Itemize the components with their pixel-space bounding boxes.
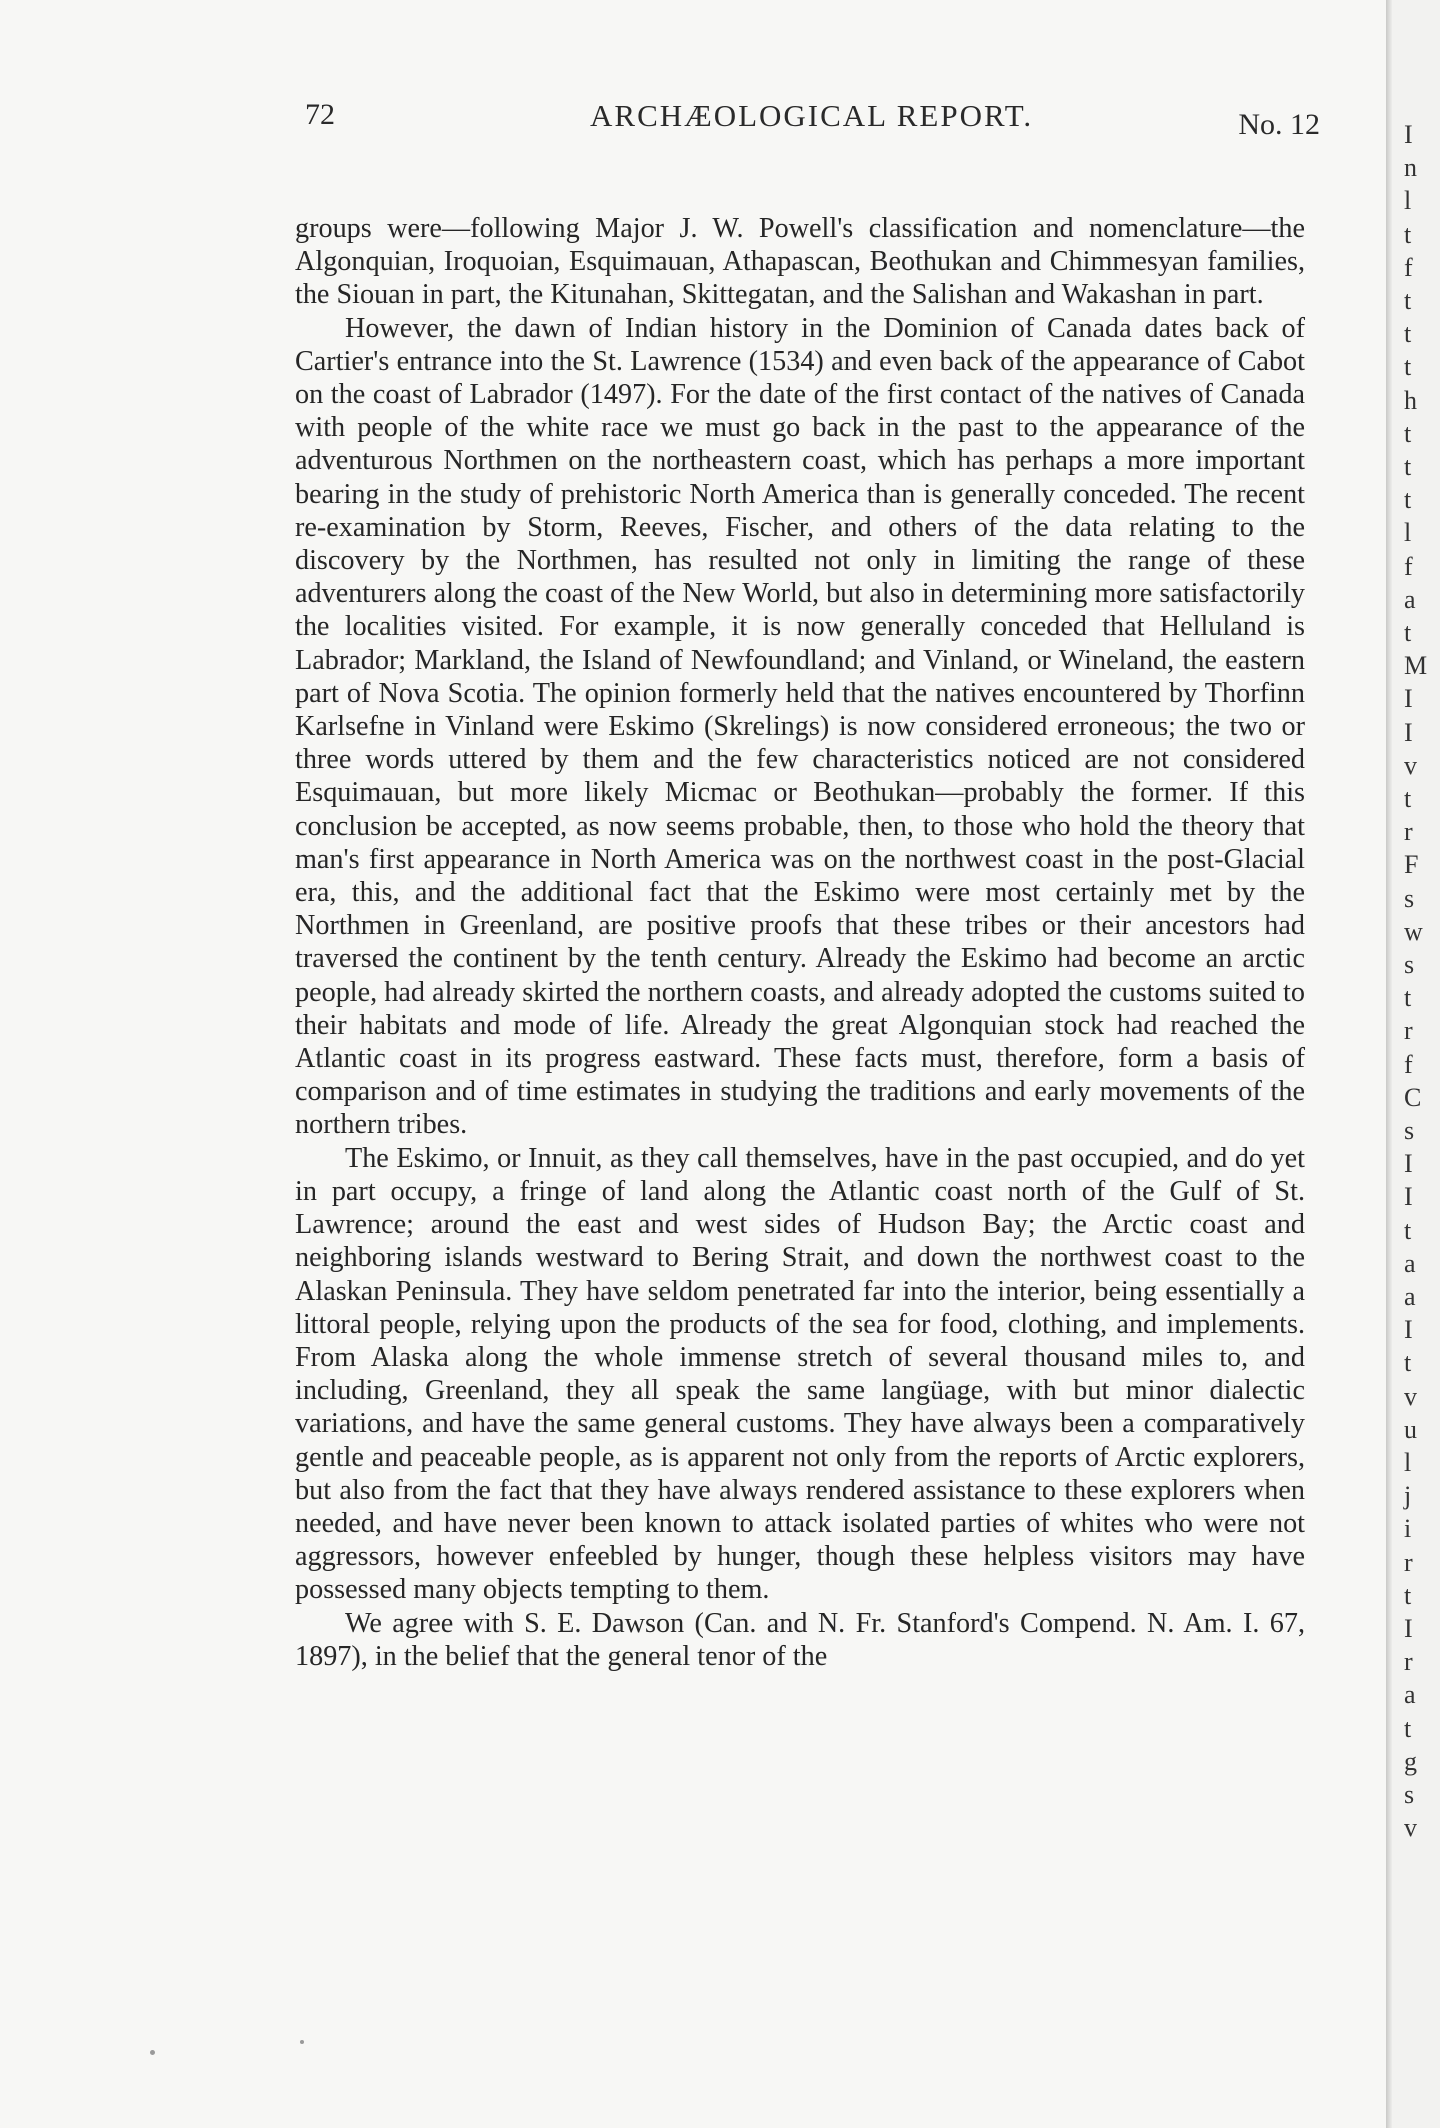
report-number: No. 12 (1238, 108, 1320, 141)
adjacent-page-fragment: t (1404, 319, 1412, 349)
paragraph: However, the dawn of Indian history in the Dominion of Canada dates back of Cartier's entrance into the St. Lawrence (1534) and even back of the appearance of Cabot on the coast of Labrador (1497). For the date of the first contact of the natives of Canada with people of the white race we must go back in the past to the appearance of the adventurous Northmen on the northeastern coast, which has perhaps a more important bearing in the study of prehistoric North America than is generally conceded. The recent re-examination by Storm, Reeves, Fischer, and others of the data relating to the discovery by the Northmen, has resulted not only in limiting the range of these adventurers along the coast of the New World, but also in determining more satisfactorily the localities visited. For example, it is now generally conceded that Helluland is Labrador; Markland, the Island of Newfoundland; and Vinland, or Wineland, the eastern part of Nova Scotia. The opinion formerly held that the natives encountered by Thorfinn Karlsefne in Vinland were Eskimo (Skrelings) is now considered erroneous; the two or three words uttered by them and the few characteristics noticed are not considered Esquimauan, but more likely Micmac or Beothukan—probably the former. If this conclusion be accepted, as now seems probable, then, to those who hold the theory that man's first appearance in North America was on the northwest coast in the post-Glacial era, this, and the additional fact that the Eskimo were most certainly met by the Northmen in Greenland, are positive proofs that these tribes or their ancestors had traversed the continent by the tenth century. Already the Eskimo had become an arctic people, had already skirted the northern coasts, and already adopted the customs suited to their habitats and mode of life. Already the great Algonquian stock had reached the Atlantic coast in its progress eastward. These facts must, therefore, form a basis of comparison and of time estimates in studying the traditions and early movements of the northern tribes. (295, 312, 1305, 1141)
adjacent-page-fragment: I (1404, 1614, 1413, 1643)
adjacent-page-fragment: u (1404, 1414, 1417, 1444)
adjacent-page-fragment: t (1404, 1348, 1412, 1378)
adjacent-page-fragment: t (1404, 418, 1412, 448)
adjacent-page-fragment: a (1404, 1282, 1416, 1311)
adjacent-page-fragment: a (1404, 1680, 1416, 1710)
adjacent-page-fragment: M (1404, 651, 1428, 681)
adjacent-page-fragment: l (1404, 518, 1412, 548)
adjacent-page-fragment: t (1404, 1580, 1412, 1610)
paragraph: We agree with S. E. Dawson (Can. and N. Fr. Stanford's Compend. N. Am. I. 67, 1897), in the belief that the general tenor of the (295, 1607, 1305, 1672)
adjacent-page-fragment: t (1404, 352, 1412, 382)
adjacent-page-fragment: l (1404, 186, 1412, 216)
adjacent-page-fragment: t (1404, 219, 1412, 249)
body-text (295, 212, 1305, 1673)
page-header (300, 98, 1340, 148)
adjacent-page-fragment: r (1404, 1647, 1413, 1677)
adjacent-page-fragment: f (1404, 551, 1413, 581)
adjacent-page-fragment: t (1404, 485, 1412, 515)
adjacent-page-fragment: s (1404, 1116, 1415, 1145)
adjacent-page-fragment: r (1404, 817, 1413, 847)
adjacent-page-fragment: r (1404, 1016, 1413, 1046)
adjacent-page-fragment: t (1404, 286, 1412, 315)
adjacent-page-fragment: C (1404, 1082, 1422, 1112)
adjacent-page-fragment: t (1404, 1215, 1412, 1245)
adjacent-page-fragment: I (1404, 1149, 1413, 1179)
adjacent-page-fragment: I (1404, 1182, 1413, 1212)
adjacent-page-fragment: v (1404, 1813, 1417, 1843)
adjacent-page-fragment: s (1404, 1780, 1415, 1809)
page-number: 72 (305, 98, 335, 131)
adjacent-page-fragment: f (1404, 252, 1413, 282)
adjacent-page-fragment: I (1404, 717, 1413, 747)
adjacent-page-edge (1392, 0, 1440, 2128)
adjacent-page-fragment: w (1404, 916, 1423, 946)
paragraph: groups were—following Major J. W. Powell's classification and nomenclature—the Algonquian, Iroquoian, Esquimauan, Athapascan, Beothukan and Chimmesyan families, the Siouan in part, the Kitunahan, Skittegatan, and the Salishan and Wakashan in part. (295, 213, 1305, 311)
adjacent-page-fragment: i (1404, 1514, 1412, 1544)
adjacent-page-fragment: n (1404, 153, 1417, 183)
adjacent-page-fragment: h (1404, 385, 1417, 415)
adjacent-page-fragment: g (1404, 1746, 1417, 1776)
adjacent-page-fragment: t (1404, 784, 1412, 813)
adjacent-page-fragment: s (1404, 950, 1415, 979)
adjacent-page-fragment: a (1404, 1248, 1416, 1278)
adjacent-page-fragment: v (1404, 750, 1417, 780)
adjacent-page-fragment: I (1404, 684, 1413, 714)
adjacent-page-fragment: t (1404, 452, 1412, 481)
scan-speck (300, 2040, 304, 2044)
running-title: ARCHÆOLOGICAL REPORT. (590, 98, 1034, 133)
adjacent-page-fragment: I (1404, 1315, 1413, 1345)
paragraph: The Eskimo, or Innuit, as they call themselves, have in the past occupied, and do yet in part occupy, a fringe of land along the Atlantic coast north of the Gulf of St. Lawrence; around the east and west sides of Hudson Bay; the Arctic coast and neighboring islands westward to Bering Strait, and down the northwest coast to the Alaskan Peninsula. They have seldom penetrated far into the interior, being essentially a littoral people, relying upon the products of the sea for food, clothing, and implements. From Alaska along the whole immense stretch of several thousand miles to, and including, Greenland, they all speak the same langüage, with but minor dialectic variations, and have the same general customs. They have always been a comparatively gentle and peaceable people, as is apparent not only from the reports of Arctic explorers, but also from the fact that they have always rendered assistance to these explorers when needed, and have never been known to attack isolated parties of whites who were not aggressors, however enfeebled by hunger, though these helpless visitors may have possessed many objects tempting to them. (295, 1142, 1305, 1606)
adjacent-page-fragment: F (1404, 850, 1419, 880)
adjacent-page-fragment: I (1404, 120, 1413, 149)
adjacent-page-fragment: l (1404, 1448, 1412, 1477)
scan-speck (150, 2050, 155, 2055)
adjacent-page-fragment: j (1404, 1481, 1412, 1511)
adjacent-page-fragment: s (1404, 883, 1415, 913)
adjacent-page-fragment: f (1404, 1049, 1413, 1079)
adjacent-page-fragment: a (1404, 584, 1416, 614)
adjacent-page-fragment: v (1404, 1381, 1417, 1411)
adjacent-page-fragment: t (1404, 983, 1412, 1013)
adjacent-page-fragment: r (1404, 1547, 1413, 1577)
adjacent-page-fragment: t (1404, 1713, 1412, 1743)
adjacent-page-fragment: t (1404, 618, 1412, 647)
